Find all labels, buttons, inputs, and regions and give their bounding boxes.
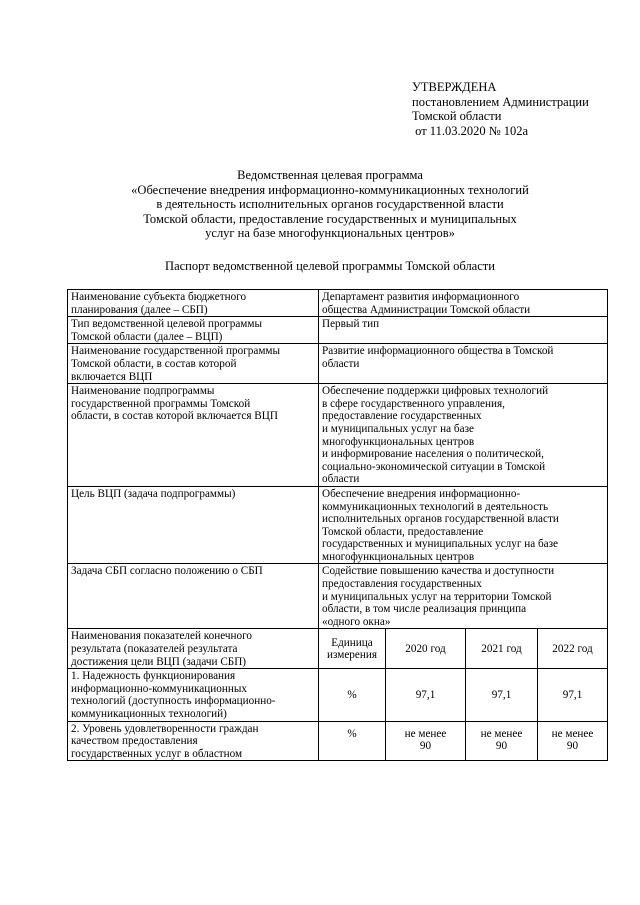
program-title-line: Томской области, предоставление государственных и муниципальных — [143, 211, 517, 226]
indicator-name: 2. Уровень удовлетворенности граждан качеством предоставления государственных услуг в областном — [68, 721, 319, 761]
row-label: Наименование подпрограммы государственной программы Томской области, в состав которой включается ВЦП — [68, 384, 319, 487]
year-header: 2022 год — [538, 629, 608, 669]
table-row — [68, 290, 608, 317]
row-label: Тип ведомственной целевой программы Томской области (далее – ВЦП) — [68, 317, 319, 344]
indicator-value: не менее 90 — [466, 721, 538, 761]
approval-line: постановлением Администрации — [412, 94, 589, 109]
indicator-row — [68, 721, 608, 761]
indicator-value: не менее 90 — [538, 721, 608, 761]
program-title-line: «Обеспечение внедрения информационно-коммуникационных технологий — [131, 182, 529, 197]
table-row — [68, 564, 608, 629]
approval-line: УТВЕРЖДЕНА — [412, 80, 497, 94]
approval-line: Томской области — [412, 109, 502, 123]
indicator-header-row — [68, 629, 608, 669]
indicator-value: 97,1 — [386, 669, 466, 721]
indicator-row — [68, 669, 608, 721]
row-label: Наименование государственной программы Томской области, в состав которой включается ВЦП — [68, 344, 319, 384]
row-value: Развитие информационного общества в Томской области — [319, 344, 608, 384]
row-value: Обеспечение поддержки цифровых технологий в сфере государственного управления, предоставление государственных и муниципальных услуг на базе многофункциональных центров и информирование населения о политической, социально-экономической ситуации в Томской области — [319, 384, 608, 487]
approval-line: от 11.03.2020 № 102а — [412, 123, 529, 138]
indicator-value: 97,1 — [466, 669, 538, 721]
row-value: Первый тип — [319, 317, 608, 344]
year-header: 2021 год — [466, 629, 538, 669]
row-label: Цель ВЦП (задача подпрограммы) — [68, 486, 319, 564]
program-title-line: Ведомственная целевая программа — [237, 168, 423, 182]
table-row — [68, 344, 608, 384]
row-label: Задача СБП согласно положению о СБП — [68, 564, 319, 629]
passport-table — [67, 289, 608, 761]
indicator-unit: % — [319, 669, 386, 721]
unit-header: Единица измерения — [319, 629, 386, 669]
row-value: Содействие повышению качества и доступности предоставления государственных и муниципальных услуг на территории Томской области, в том числе реализация принципа «одного окна» — [319, 564, 608, 629]
row-label: Наименование субъекта бюджетного планирования (далее – СБП) — [68, 290, 319, 317]
indicator-value: не менее 90 — [386, 721, 466, 761]
program-title-line: в деятельность исполнительных органов государственной власти — [156, 197, 504, 211]
program-title-line: услуг на базе многофункциональных центров» — [205, 226, 455, 240]
table-row — [68, 384, 608, 487]
approval-stamp — [412, 80, 589, 138]
row-value: Обеспечение внедрения информационно- коммуникационных технологий в деятельность исполнительных органов государственной власти Томской области, предоставление государственных и муниципальных услуг на базе многофункциональных центров — [319, 486, 608, 564]
passport-heading: Паспорт ведомственной целевой программы Томской области — [165, 259, 495, 273]
table-row — [68, 317, 608, 344]
indicator-name: 1. Надежность функционирования информационно-коммуникационных технологий (доступность информационно- коммуникационных технологий) — [68, 669, 319, 721]
indicator-unit: % — [319, 721, 386, 761]
indicator-value: 97,1 — [538, 669, 608, 721]
table-row — [68, 486, 608, 564]
program-title — [60, 168, 600, 241]
row-value: Департамент развития информационного общества Администрации Томской области — [319, 290, 608, 317]
year-header: 2020 год — [386, 629, 466, 669]
indicator-header-label: Наименования показателей конечного результата (показателей результата достижения цели ВЦП (задачи СБП) — [68, 629, 319, 669]
